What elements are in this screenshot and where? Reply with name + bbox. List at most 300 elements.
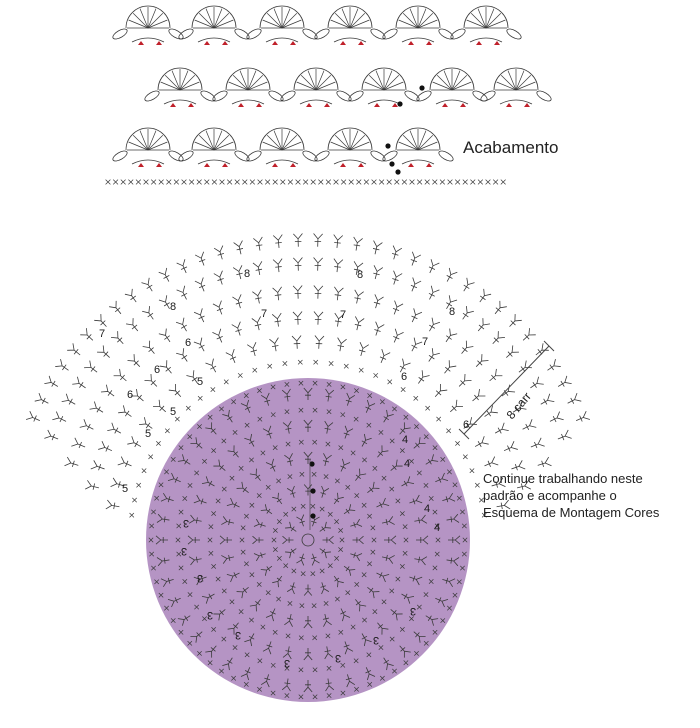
y-stitch-icon xyxy=(460,278,475,294)
y-stitch-stroke xyxy=(389,246,402,261)
y-stitch-icon xyxy=(234,241,246,256)
accent-mark xyxy=(324,103,330,107)
y-stitch-icon xyxy=(487,369,503,384)
y-stitch-stroke xyxy=(313,312,323,325)
y-stitch-icon xyxy=(548,412,564,426)
shell-spoke xyxy=(350,13,365,28)
accent-mark xyxy=(222,163,228,167)
y-stitch-icon xyxy=(141,278,156,294)
y-stitch-stroke xyxy=(556,430,571,443)
y-stitch-icon xyxy=(84,361,100,376)
y-stitch-icon xyxy=(332,235,342,249)
y-stitch-icon xyxy=(71,438,86,451)
x-stitch-icon xyxy=(280,180,285,185)
y-stitch-stroke xyxy=(247,342,259,357)
y-stitch-icon xyxy=(425,348,440,364)
y-stitch-stroke xyxy=(371,241,383,256)
y-stitch-icon xyxy=(127,436,143,450)
shell-spoke xyxy=(486,13,501,28)
x-stitch-icon xyxy=(296,180,301,185)
y-stitch-stroke xyxy=(292,336,302,349)
x-stitch-icon xyxy=(455,441,459,445)
y-stitch-stroke xyxy=(441,360,456,376)
round-number: 3 xyxy=(372,634,380,646)
x-stitch-icon xyxy=(142,469,146,473)
y-stitch-icon xyxy=(160,360,175,376)
shell-spoke xyxy=(316,75,331,90)
y-stitch-stroke xyxy=(293,312,303,325)
oval-stitch-icon xyxy=(143,89,160,103)
y-stitch-stroke xyxy=(372,322,385,337)
y-stitch-stroke xyxy=(98,441,114,455)
accent-mark xyxy=(204,41,210,45)
x-stitch-icon xyxy=(253,368,257,372)
x-stitch-icon xyxy=(486,180,491,185)
x-stitch-icon xyxy=(132,498,136,502)
accent-mark xyxy=(204,163,210,167)
y-stitch-icon xyxy=(493,423,509,437)
y-stitch-icon xyxy=(470,389,486,404)
x-stitch-icon xyxy=(425,180,430,185)
round-number: 8 xyxy=(243,268,251,280)
x-stitch-icon xyxy=(401,387,405,391)
y-stitch-icon xyxy=(195,252,208,267)
accent-mark xyxy=(524,103,530,107)
y-stitch-stroke xyxy=(169,384,184,400)
round-number: 5 xyxy=(196,376,204,388)
y-stitch-icon xyxy=(556,376,572,391)
y-stitch-stroke xyxy=(55,359,71,374)
accent-mark xyxy=(442,103,448,107)
y-stitch-icon xyxy=(425,318,439,334)
x-stitch-icon xyxy=(387,180,392,185)
y-stitch-stroke xyxy=(205,359,219,375)
y-stitch-stroke xyxy=(84,361,100,376)
y-stitch-icon xyxy=(159,268,173,284)
y-stitch-icon xyxy=(118,405,134,420)
y-stitch-icon xyxy=(499,385,515,400)
y-stitch-icon xyxy=(574,411,590,425)
x-stitch-icon xyxy=(224,380,228,384)
y-stitch-icon xyxy=(503,345,519,360)
round-number: 3 xyxy=(409,605,417,617)
y-stitch-icon xyxy=(273,287,284,301)
x-stitch-icon xyxy=(448,180,453,185)
y-stitch-icon xyxy=(332,259,342,273)
y-stitch-stroke xyxy=(506,314,522,330)
round-number: 5 xyxy=(121,483,129,495)
y-stitch-stroke xyxy=(118,457,134,470)
x-stitch-icon xyxy=(106,180,111,185)
x-stitch-icon xyxy=(265,180,270,185)
y-stitch-icon xyxy=(456,374,472,390)
y-stitch-stroke xyxy=(556,376,572,391)
y-stitch-icon xyxy=(516,361,532,376)
y-stitch-icon xyxy=(408,338,422,354)
y-stitch-stroke xyxy=(194,338,208,354)
y-stitch-icon xyxy=(458,341,473,357)
y-stitch-icon xyxy=(273,235,283,249)
y-stitch-stroke xyxy=(65,457,80,470)
y-stitch-stroke xyxy=(473,354,489,370)
shell-fan xyxy=(279,68,352,107)
y-stitch-icon xyxy=(159,329,174,345)
shell-spoke xyxy=(403,135,418,150)
y-stitch-icon xyxy=(371,294,383,309)
y-stitch-icon xyxy=(67,343,83,358)
shell-fan xyxy=(415,68,488,107)
width-marker xyxy=(459,341,554,439)
y-stitch-stroke xyxy=(313,286,323,299)
y-stitch-icon xyxy=(408,252,421,267)
shell-fan xyxy=(211,68,284,107)
y-stitch-stroke xyxy=(80,328,96,344)
y-stitch-stroke xyxy=(234,241,246,256)
accent-mark xyxy=(426,41,432,45)
y-stitch-icon xyxy=(390,301,403,316)
accent-mark xyxy=(138,163,144,167)
y-stitch-stroke xyxy=(62,394,78,408)
y-stitch-icon xyxy=(536,457,551,470)
y-stitch-icon xyxy=(106,500,120,511)
y-stitch-icon xyxy=(489,331,505,347)
y-stitch-stroke xyxy=(293,234,303,247)
dot-marker-icon xyxy=(395,169,400,174)
y-stitch-stroke xyxy=(71,438,86,451)
accent-mark xyxy=(188,103,194,107)
y-stitch-icon xyxy=(212,329,226,345)
y-stitch-stroke xyxy=(442,329,457,345)
y-stitch-icon xyxy=(85,480,100,492)
y-stitch-icon xyxy=(352,237,363,251)
shell-spoke xyxy=(199,13,214,28)
shell-fan xyxy=(313,128,386,167)
x-stitch-icon xyxy=(273,180,278,185)
y-stitch-icon xyxy=(372,322,385,337)
y-stitch-icon xyxy=(44,376,60,391)
y-stitch-icon xyxy=(352,290,364,305)
y-stitch-stroke xyxy=(499,385,515,400)
y-stitch-icon xyxy=(72,377,88,392)
dot-marker-icon xyxy=(310,513,315,518)
y-stitch-stroke xyxy=(232,322,245,337)
x-stitch-icon xyxy=(113,180,118,185)
accent-mark xyxy=(306,103,312,107)
round-number: 5 xyxy=(144,428,152,440)
shell-fan xyxy=(143,68,216,107)
round-number: 4 xyxy=(423,503,431,515)
y-stitch-stroke xyxy=(447,400,463,415)
dot-marker-icon xyxy=(385,143,390,148)
y-stitch-icon xyxy=(441,360,456,376)
width-marker-line xyxy=(464,346,549,434)
y-stitch-stroke xyxy=(492,301,507,317)
y-stitch-icon xyxy=(80,328,96,344)
x-stitch-icon xyxy=(144,180,149,185)
shell-spoke xyxy=(384,75,399,90)
x-stitch-icon xyxy=(136,483,140,487)
y-stitch-icon xyxy=(314,336,324,349)
y-stitch-icon xyxy=(566,393,582,407)
y-stitch-stroke xyxy=(232,294,244,309)
y-stitch-stroke xyxy=(520,328,536,344)
round-number: 7 xyxy=(98,328,106,340)
x-stitch-icon xyxy=(475,483,479,487)
y-stitch-icon xyxy=(142,306,157,322)
y-stitch-stroke xyxy=(352,290,364,305)
shell-spoke xyxy=(248,75,263,90)
y-stitch-stroke xyxy=(356,342,368,357)
accent-mark xyxy=(494,41,500,45)
y-stitch-icon xyxy=(195,278,208,294)
y-stitch-stroke xyxy=(458,341,473,357)
y-stitch-icon xyxy=(293,234,303,247)
y-stitch-icon xyxy=(545,359,561,374)
y-stitch-icon xyxy=(415,370,430,386)
shell-spoke xyxy=(516,75,531,90)
x-stitch-icon xyxy=(364,180,369,185)
y-stitch-stroke xyxy=(144,374,160,390)
y-stitch-stroke xyxy=(118,405,134,420)
y-stitch-stroke xyxy=(128,354,144,370)
y-stitch-icon xyxy=(313,258,323,271)
oval-stitch-icon xyxy=(313,149,330,163)
y-stitch-stroke xyxy=(107,423,123,437)
x-stitch-icon xyxy=(440,180,445,185)
y-stitch-icon xyxy=(128,354,144,370)
y-stitch-stroke xyxy=(26,411,42,425)
x-stitch-icon xyxy=(334,180,339,185)
y-stitch-stroke xyxy=(273,287,284,301)
x-stitch-icon xyxy=(121,180,126,185)
y-stitch-icon xyxy=(293,312,303,325)
y-stitch-icon xyxy=(492,301,507,317)
x-stitch-icon xyxy=(130,513,134,517)
accent-mark xyxy=(408,163,414,167)
y-stitch-icon xyxy=(475,318,490,334)
x-stitch-icon xyxy=(388,380,392,384)
round-number: 6 xyxy=(400,371,408,383)
y-stitch-stroke xyxy=(332,235,342,249)
shell-spoke xyxy=(501,75,516,90)
x-stitch-icon xyxy=(402,180,407,185)
y-stitch-stroke xyxy=(389,271,402,286)
x-stitch-icon xyxy=(493,180,498,185)
round-number: 3 xyxy=(196,572,204,584)
shell-spoke xyxy=(214,135,229,150)
x-stitch-icon xyxy=(189,180,194,185)
y-stitch-icon xyxy=(528,377,544,392)
y-stitch-stroke xyxy=(111,331,127,347)
y-stitch-stroke xyxy=(35,393,51,407)
shell-spoke xyxy=(335,13,350,28)
x-stitch-icon xyxy=(478,180,483,185)
x-stitch-icon xyxy=(436,417,440,421)
y-stitch-stroke xyxy=(332,259,342,273)
shell-fan xyxy=(381,128,454,167)
y-stitch-stroke xyxy=(425,318,439,334)
y-stitch-icon xyxy=(389,271,402,286)
oval-stitch-icon xyxy=(245,27,262,41)
y-stitch-stroke xyxy=(536,457,551,470)
y-stitch-icon xyxy=(442,329,457,345)
y-stitch-icon xyxy=(91,460,106,473)
x-stitch-icon xyxy=(311,180,316,185)
y-stitch-stroke xyxy=(390,301,403,316)
y-stitch-stroke xyxy=(408,308,422,324)
y-stitch-stroke xyxy=(159,329,174,345)
x-stitch-icon xyxy=(165,429,169,433)
y-stitch-stroke xyxy=(335,338,346,352)
y-stitch-icon xyxy=(176,318,190,334)
y-stitch-stroke xyxy=(90,402,106,417)
y-stitch-stroke xyxy=(460,278,475,294)
oval-stitch-icon xyxy=(381,149,398,163)
accent-mark xyxy=(256,103,262,107)
y-stitch-icon xyxy=(153,400,169,415)
oval-stitch-icon xyxy=(347,89,364,103)
y-stitch-stroke xyxy=(159,268,173,284)
y-stitch-stroke xyxy=(272,313,283,327)
oval-stitch-icon xyxy=(111,27,128,41)
y-stitch-stroke xyxy=(426,259,440,275)
y-stitch-stroke xyxy=(425,348,440,364)
y-stitch-stroke xyxy=(415,370,430,386)
y-stitch-stroke xyxy=(177,286,191,302)
oval-stitch-icon xyxy=(381,27,398,41)
y-stitch-stroke xyxy=(142,306,157,322)
y-stitch-stroke xyxy=(72,377,88,392)
y-stitch-icon xyxy=(114,369,130,384)
y-stitch-stroke xyxy=(269,338,280,352)
oval-stitch-icon xyxy=(279,89,296,103)
y-stitch-stroke xyxy=(489,331,505,347)
x-stitch-icon xyxy=(329,361,333,365)
y-stitch-stroke xyxy=(195,278,208,294)
accent-mark xyxy=(506,103,512,107)
y-stitch-icon xyxy=(371,241,383,256)
shell-spoke xyxy=(267,135,282,150)
y-stitch-stroke xyxy=(493,423,509,437)
accent-mark xyxy=(460,103,466,107)
shell-spoke xyxy=(199,135,214,150)
x-stitch-icon xyxy=(314,360,318,364)
accent-mark xyxy=(290,41,296,45)
y-stitch-stroke xyxy=(313,258,323,271)
y-stitch-stroke xyxy=(125,289,140,305)
x-stitch-icon xyxy=(463,180,468,185)
y-stitch-icon xyxy=(313,286,323,299)
round-number: 6 xyxy=(184,337,192,349)
y-stitch-icon xyxy=(335,338,346,352)
y-stitch-stroke xyxy=(126,318,141,334)
x-stitch-icon xyxy=(250,180,255,185)
y-stitch-icon xyxy=(459,306,474,322)
y-stitch-icon xyxy=(313,312,323,325)
y-stitch-stroke xyxy=(293,258,303,271)
shell-spoke xyxy=(214,13,229,28)
x-stitch-icon xyxy=(242,180,247,185)
accent-mark xyxy=(374,103,380,107)
x-stitch-icon xyxy=(212,180,217,185)
y-stitch-stroke xyxy=(475,318,490,334)
y-stitch-icon xyxy=(447,400,463,415)
round-number: 8 xyxy=(356,269,364,281)
accent-mark xyxy=(340,163,346,167)
y-stitch-icon xyxy=(529,438,544,451)
x-stitch-icon xyxy=(197,180,202,185)
x-stitch-icon xyxy=(298,360,302,364)
shell-spoke xyxy=(282,135,297,150)
round-number: 3 xyxy=(182,517,190,529)
shell-fan xyxy=(177,6,250,45)
y-stitch-stroke xyxy=(195,252,208,267)
y-stitch-icon xyxy=(408,278,421,294)
y-stitch-stroke xyxy=(521,419,537,433)
y-stitch-icon xyxy=(389,246,402,261)
round-number: 6 xyxy=(462,419,470,431)
y-stitch-stroke xyxy=(487,369,503,384)
y-stitch-icon xyxy=(371,265,383,280)
x-stitch-icon xyxy=(372,180,377,185)
y-stitch-icon xyxy=(232,322,245,337)
y-stitch-icon xyxy=(502,441,518,455)
y-stitch-stroke xyxy=(214,246,227,261)
x-stitch-icon xyxy=(356,180,361,185)
accent-mark xyxy=(238,103,244,107)
accent-mark xyxy=(408,41,414,45)
y-stitch-stroke xyxy=(574,411,590,425)
y-stitch-stroke xyxy=(538,394,554,408)
y-stitch-icon xyxy=(44,430,59,443)
round-number: 3 xyxy=(283,657,291,669)
y-stitch-icon xyxy=(247,342,259,357)
y-stitch-stroke xyxy=(52,412,68,426)
x-stitch-icon xyxy=(220,180,225,185)
y-stitch-stroke xyxy=(333,287,344,301)
accent-mark xyxy=(138,41,144,45)
x-stitch-icon xyxy=(159,180,164,185)
y-stitch-icon xyxy=(62,394,78,408)
y-stitch-icon xyxy=(98,441,114,455)
y-stitch-stroke xyxy=(160,360,175,376)
y-stitch-stroke xyxy=(213,301,226,316)
round-number: 3 xyxy=(206,609,214,621)
y-stitch-stroke xyxy=(352,316,364,331)
oval-stitch-icon xyxy=(505,27,522,41)
y-stitch-icon xyxy=(169,384,184,400)
x-stitch-icon xyxy=(211,387,215,391)
y-stitch-stroke xyxy=(143,341,158,357)
y-stitch-icon xyxy=(313,234,323,247)
y-stitch-icon xyxy=(483,457,499,470)
y-stitch-stroke xyxy=(473,436,489,450)
shell-fan xyxy=(177,128,250,167)
y-stitch-stroke xyxy=(253,237,264,251)
y-stitch-stroke xyxy=(226,349,239,364)
x-stitch-icon xyxy=(128,180,133,185)
y-stitch-stroke xyxy=(44,376,60,391)
y-stitch-stroke xyxy=(127,436,143,450)
y-stitch-stroke xyxy=(293,286,303,299)
y-stitch-icon xyxy=(176,348,191,364)
y-stitch-icon xyxy=(226,349,239,364)
y-stitch-stroke xyxy=(516,361,532,376)
y-stitch-stroke xyxy=(273,259,283,273)
y-stitch-icon xyxy=(476,289,491,305)
shell-fan xyxy=(111,6,184,45)
y-stitch-icon xyxy=(118,457,134,470)
